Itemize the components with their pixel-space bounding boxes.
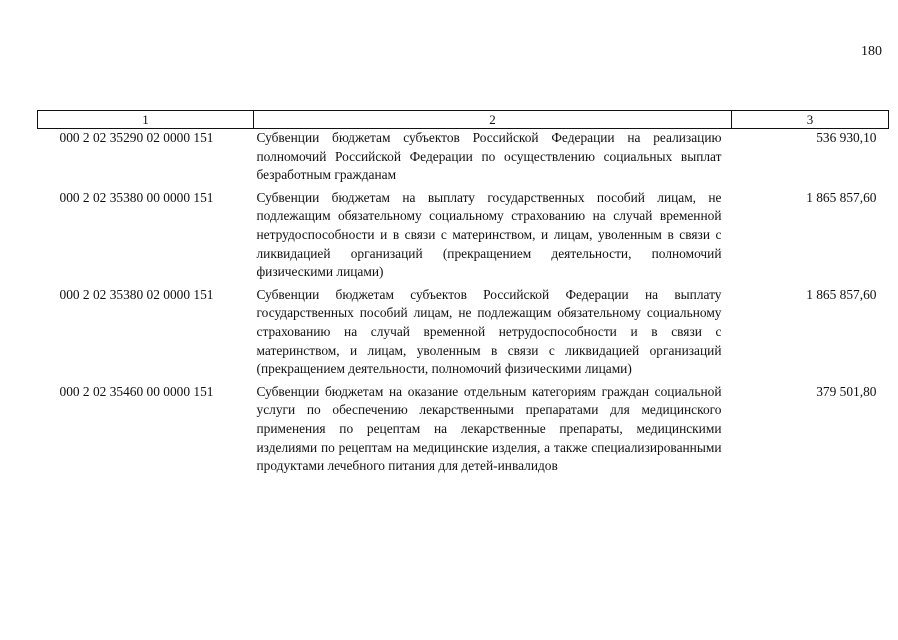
budget-item-name: Субвенции бюджетам субъектов Российской Федерации на выплату государственных пособий лицам, не подлежащим обязательному социальному страхованию на случай временной нетрудоспособности и в связи с материнством, и лицам, уволенным в связи с ликвидацией организаций (прекращением деятельности, полномочий физическими лицами) [256, 286, 722, 377]
budget-item-name: Субвенции бюджетам на оказание отдельным категориям граждан социальной услуги по обеспечению лекарственными препаратами для медицинского применения по рецептам на лекарственные препараты, медицинскими изделиями по рецептам на медицинские изделия, а также специализированными продуктами лечебного питания для детей-инвалидов [256, 383, 722, 474]
budget-code: 000 2 02 35460 00 0000 151 [59, 383, 214, 399]
budget-table [37, 110, 889, 476]
table-row [38, 383, 889, 476]
budget-amount: 379 501,80 [816, 383, 877, 399]
table-header [38, 111, 889, 129]
table-body [38, 129, 889, 476]
table-row [38, 129, 889, 189]
budget-item-name: Субвенции бюджетам на выплату государственных пособий лицам, не подлежащим обязательному социальному страхованию на случай временной нетрудоспособности и в связи с материнством, и лицам, уволенным в связи с ликвидацией организаций (прекращением деятельности, полномочий физическими лицами) [256, 189, 722, 280]
budget-code: 000 2 02 35380 00 0000 151 [59, 189, 214, 205]
budget-item-name: Субвенции бюджетам субъектов Российской Федерации на реализацию полномочий Российской Федерации по осуществлению социальных выплат безработным гражданам [256, 130, 722, 183]
header-row [38, 111, 889, 129]
table-row [38, 286, 889, 383]
header-col-1: 1 [38, 111, 254, 129]
budget-code: 000 2 02 35380 02 0000 151 [59, 286, 214, 302]
budget-amount: 1 865 857,60 [806, 286, 877, 302]
budget-code: 000 2 02 35290 02 0000 151 [59, 130, 214, 145]
table-row [38, 189, 889, 286]
budget-amount: 1 865 857,60 [806, 189, 877, 205]
header-col-2: 2 [254, 111, 732, 129]
header-col-3: 3 [732, 111, 889, 129]
page-number: 180 [861, 44, 882, 59]
budget-amount: 536 930,10 [816, 130, 877, 145]
